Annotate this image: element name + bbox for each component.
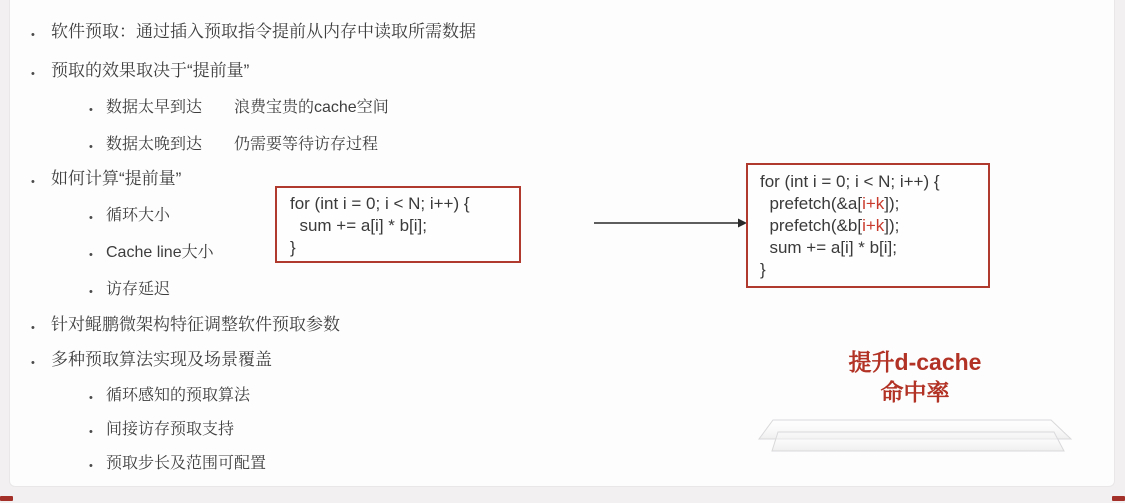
bullet-item [31,350,272,373]
bullet-item [31,61,249,84]
code-line: } [760,260,766,279]
bullet-dot-icon: • [89,249,93,261]
red-corner-mark-right [1112,496,1125,501]
bullet-text: 针对鲲鹏微架构特征调整软件预取参数 [51,315,340,334]
bullet-dot-icon: • [31,322,35,334]
bullet-dot-icon: • [89,104,93,116]
bullet-item [31,315,340,338]
code-line: for (int i = 0; i < N; i++) { [760,172,940,191]
bullet-dot-icon: • [89,141,93,153]
caption-line-1: 提升d-cache [848,349,982,375]
code-box-original-loop [275,186,521,263]
bullet-item [89,206,170,228]
bullet-text: 循环大小 [106,207,171,224]
code-box-prefetch-loop [746,163,990,288]
bullet-text: 循环感知的预取算法 [106,387,251,404]
slide-panel [9,0,1115,487]
bullet-text: 预取步长及范围可配置 [106,455,267,472]
bullet-item [89,280,170,302]
bullet-dot-icon: • [31,357,35,369]
bullet-item [89,386,250,408]
bullet-item [89,135,378,157]
bullet-item [89,420,234,442]
bullet-text: 软件预取：通过插入预取指令提前从内存中读取所需数据 [51,22,476,41]
stacked-plates-decoration-icon [746,414,1078,460]
bullet-dot-icon: • [89,392,93,404]
code-line: sum += a[i] * b[i]; [290,216,428,235]
dcache-hit-rate-caption [750,347,1080,407]
code-line: for (int i = 0; i < N; i++) { [290,194,470,213]
code-line: } [290,238,296,257]
bullet-text: 数据太早到达 浪费宝贵的cache空间 [106,99,389,116]
transform-right-arrow-icon [594,215,747,231]
code-line: prefetch(&a[i+k]); [760,194,900,213]
bullet-text: Cache line大小 [106,244,214,261]
bullet-text: 间接访存预取支持 [106,421,235,438]
bullet-item [89,243,214,265]
bullet-text: 数据太晚到达 仍需要等待访存过程 [106,136,379,153]
bullet-dot-icon: • [31,29,35,41]
bullet-text: 预取的效果取决于“提前量” [51,61,250,80]
bullet-item [89,98,389,120]
red-corner-mark-left [0,496,13,501]
bullet-dot-icon: • [89,426,93,438]
bullet-text: 访存延迟 [106,281,171,298]
bullet-dot-icon: • [89,212,93,224]
code-line: prefetch(&b[i+k]); [760,216,900,235]
code-line: sum += a[i] * b[i]; [760,238,898,257]
bullet-dot-icon: • [31,176,35,188]
bullet-text: 多种预取算法实现及场景覆盖 [51,350,272,369]
caption-line-2: 命中率 [880,379,950,405]
bullet-dot-icon: • [89,460,93,472]
bullet-item [89,454,266,476]
bullet-dot-icon: • [31,68,35,80]
bullet-item [31,169,181,192]
bullet-text: 如何计算“提前量” [51,169,182,188]
bullet-item [31,22,476,45]
bullet-dot-icon: • [89,286,93,298]
